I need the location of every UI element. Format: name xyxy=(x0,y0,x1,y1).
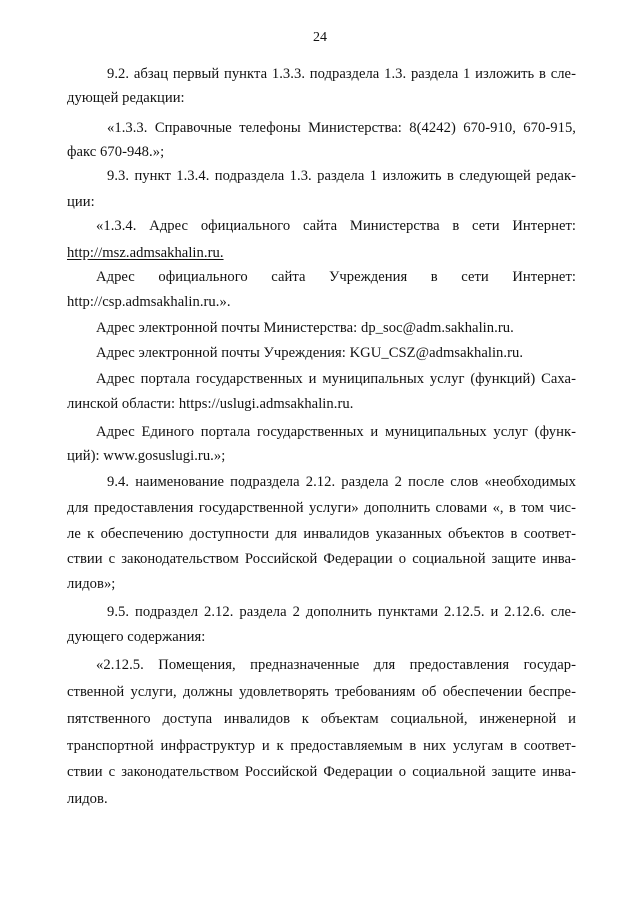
text-line: ций): www.gosuslugi.ru.»; xyxy=(67,448,226,464)
text-line: «2.12.5. Помещения, предназначенные для предоставления государ- xyxy=(96,657,576,673)
text-line: 9.5. подраздел 2.12. раздела 2 дополнить пунктами 2.12.5. и 2.12.6. сле- xyxy=(107,604,576,620)
text-line: линской области: https://uslugi.admsakhalin.ru. xyxy=(67,396,354,412)
text-line: факс 670-948.»; xyxy=(67,144,165,160)
text-line: лидов»; xyxy=(67,576,116,592)
text-line: «1.3.3. Справочные телефоны Министерства: 8(4242) 670-910, 670-915, xyxy=(107,120,576,136)
text-line: пятственного доступа инвалидов к объектам социальной, инженерной и xyxy=(67,711,576,727)
text-line: ле к обеспечению доступности для инвалидов указанных объектов в соответ- xyxy=(67,526,576,542)
text-line: http://csp.admsakhalin.ru.». xyxy=(67,294,231,310)
text-line: для предоставления государственной услуги» дополнить словами «, в том чис- xyxy=(67,500,576,516)
text-line: Адрес портала государственных и муниципальных услуг (функций) Саха- xyxy=(96,371,576,387)
text-line: лидов. xyxy=(67,791,108,807)
text-line: дующей редакции: xyxy=(67,90,185,106)
text-line: Адрес официального сайта Учреждения в сети Интернет: xyxy=(96,269,576,285)
text-line: 9.3. пункт 1.3.4. подраздела 1.3. раздела 1 изложить в следующей редак- xyxy=(107,168,576,184)
page-number: 24 xyxy=(313,30,327,45)
text-line: 9.4. наименование подраздела 2.12. раздела 2 после слов «необходимых xyxy=(107,474,576,490)
text-line: «1.3.4. Адрес официального сайта Министерства в сети Интернет: xyxy=(96,218,576,234)
text-line: ции: xyxy=(67,194,95,210)
website-link[interactable]: http://msz.admsakhalin.ru. xyxy=(67,245,224,261)
text-line: ствии с законодательством Российской Федерации о социальной защите инва- xyxy=(67,551,576,567)
text-line: дующего содержания: xyxy=(67,629,206,645)
text-line: 9.2. абзац первый пункта 1.3.3. подраздела 1.3. раздела 1 изложить в сле- xyxy=(107,66,576,82)
text-line: Адрес Единого портала государственных и муниципальных услуг (функ- xyxy=(96,424,576,440)
text-line: ственной услуги, должны удовлетворять требованиям об обеспечении беспре- xyxy=(67,684,576,700)
text-line: Адрес электронной почты Министерства: dp_soc@adm.sakhalin.ru. xyxy=(96,320,514,336)
text-line: Адрес электронной почты Учреждения: KGU_CSZ@admsakhalin.ru. xyxy=(96,345,524,361)
text-line: транспортной инфраструктур и к предоставляемым в них услугам в соответ- xyxy=(67,738,576,754)
text-line: ствии с законодательством Российской Федерации о социальной защите инва- xyxy=(67,764,576,780)
